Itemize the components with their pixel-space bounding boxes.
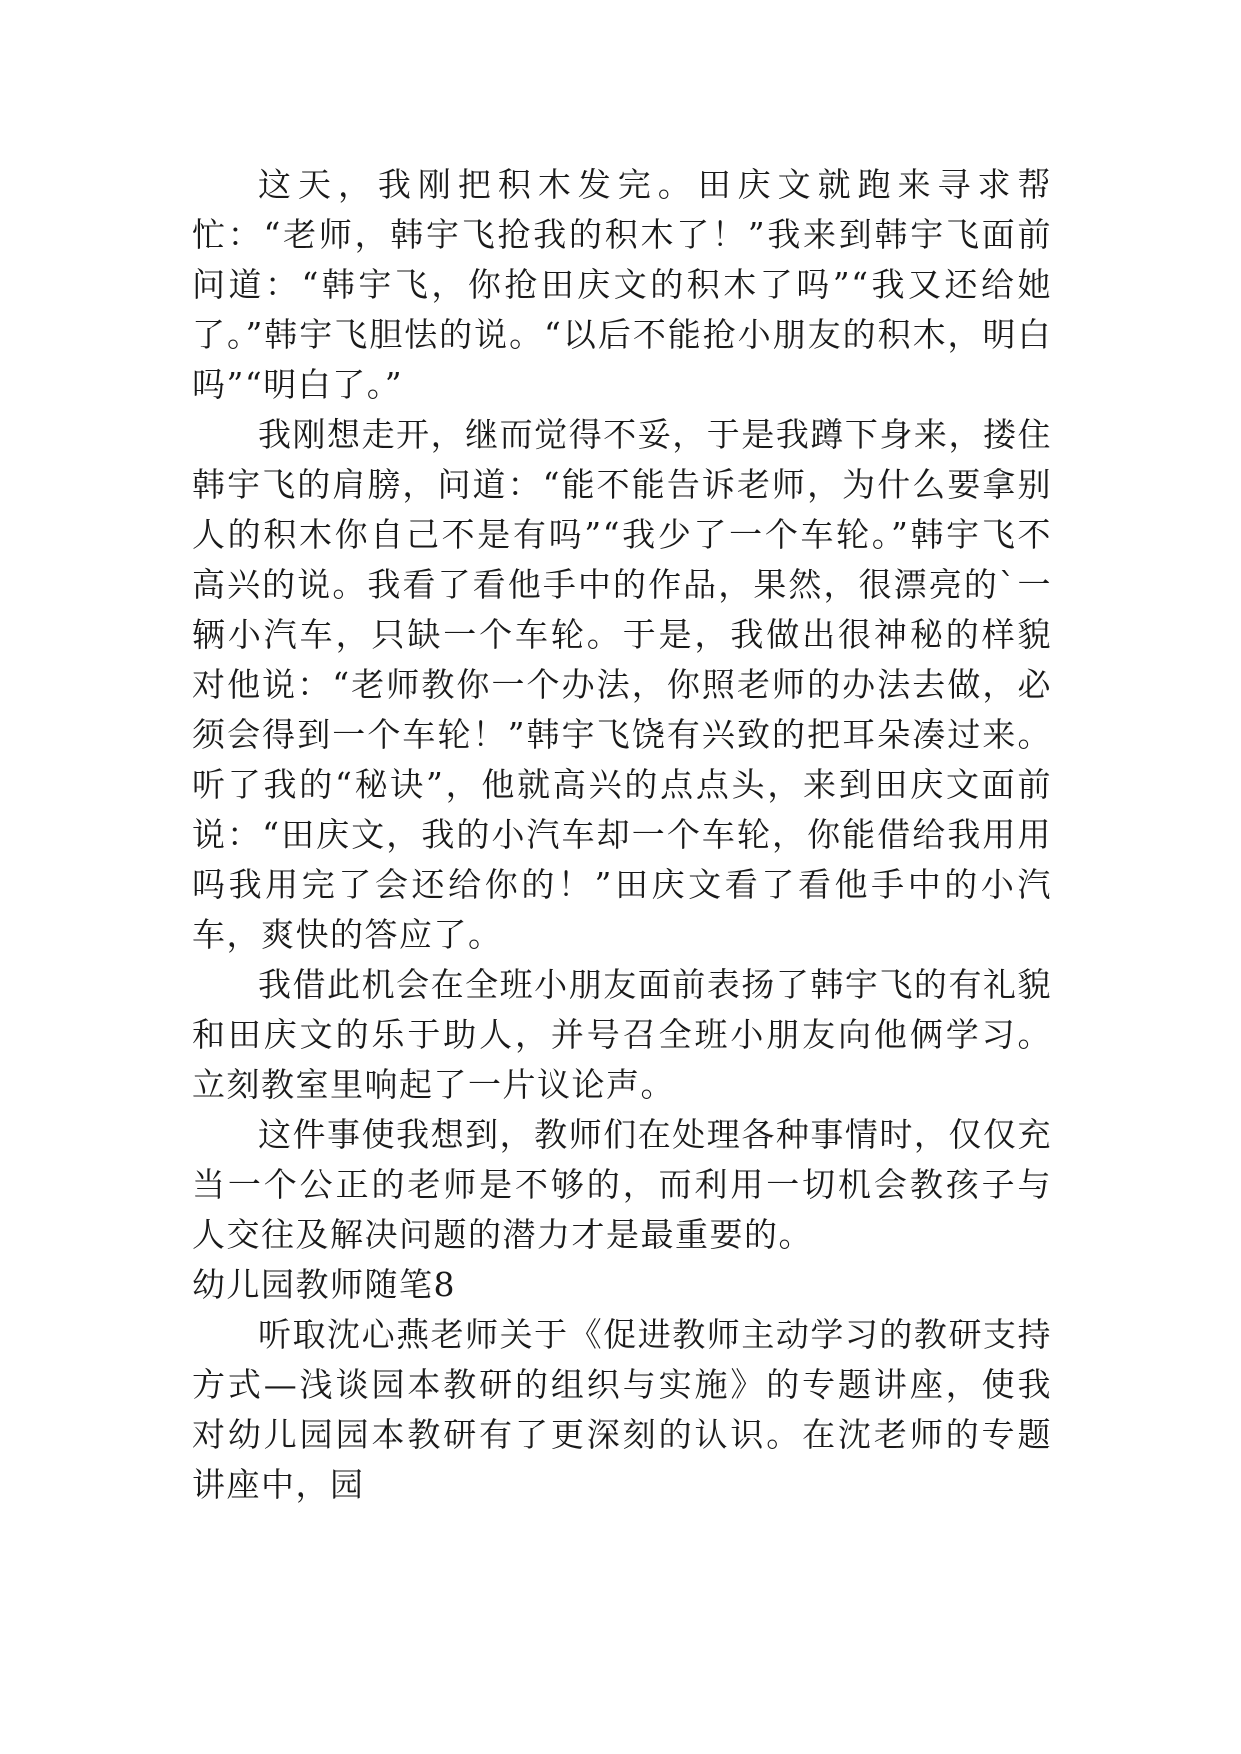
paragraph-2: 我刚想走开，继而觉得不妥，于是我蹲下身来，搂住韩宇飞的肩膀，问道：“能不能告诉老师，为什么要拿别人的积木你自己不是有吗”“我少了一个车轮。”韩宇飞不高兴的说。我看了看他手中的作品，果然，很漂亮的`一辆小汽车，只缺一个车轮。于是，我做出很神秘的样貌对他说：“老师教你一个办法，你照老师的办法去做，必须会得到一个车轮！”韩宇飞饶有兴致的把耳朵凑过来。听了我的“秘诀”，他就高兴的点点头，来到田庆文面前说：“田庆文，我的小汽车却一个车轮，你能借给我用用吗我用完了会还给你的！”田庆文看了看他手中的小汽车，爽快的答应了。 [192, 415, 1052, 954]
section-heading: 幼儿园教师随笔8 [192, 1265, 456, 1304]
paragraph-4: 这件事使我想到，教师们在处理各种事情时，仅仅充当一个公正的老师是不够的，而利用一切机会教孩子与人交往及解决问题的潜力才是最重要的。 [192, 1115, 1052, 1254]
section-paragraph-1: 听取沈心燕老师关于《促进教师主动学习的教研支持方式—浅谈园本教研的组织与实施》的专题讲座，使我对幼儿园园本教研有了更深刻的认识。在沈老师的专题讲座中，园 [192, 1315, 1052, 1504]
paragraph-3: 我借此机会在全班小朋友面前表扬了韩宇飞的有礼貌和田庆文的乐于助人，并号召全班小朋友向他俩学习。立刻教室里响起了一片议论声。 [192, 965, 1052, 1104]
paragraph-1: 这天，我刚把积木发完。田庆文就跑来寻求帮忙：“老师，韩宇飞抢我的积木了！”我来到韩宇飞面前问道：“韩宇飞，你抢田庆文的积木了吗”“我又还给她了。”韩宇飞胆怯的说。“以后不能抢小朋友的积木，明白吗”“明白了。” [192, 165, 1052, 404]
document-body [192, 160, 1052, 1510]
